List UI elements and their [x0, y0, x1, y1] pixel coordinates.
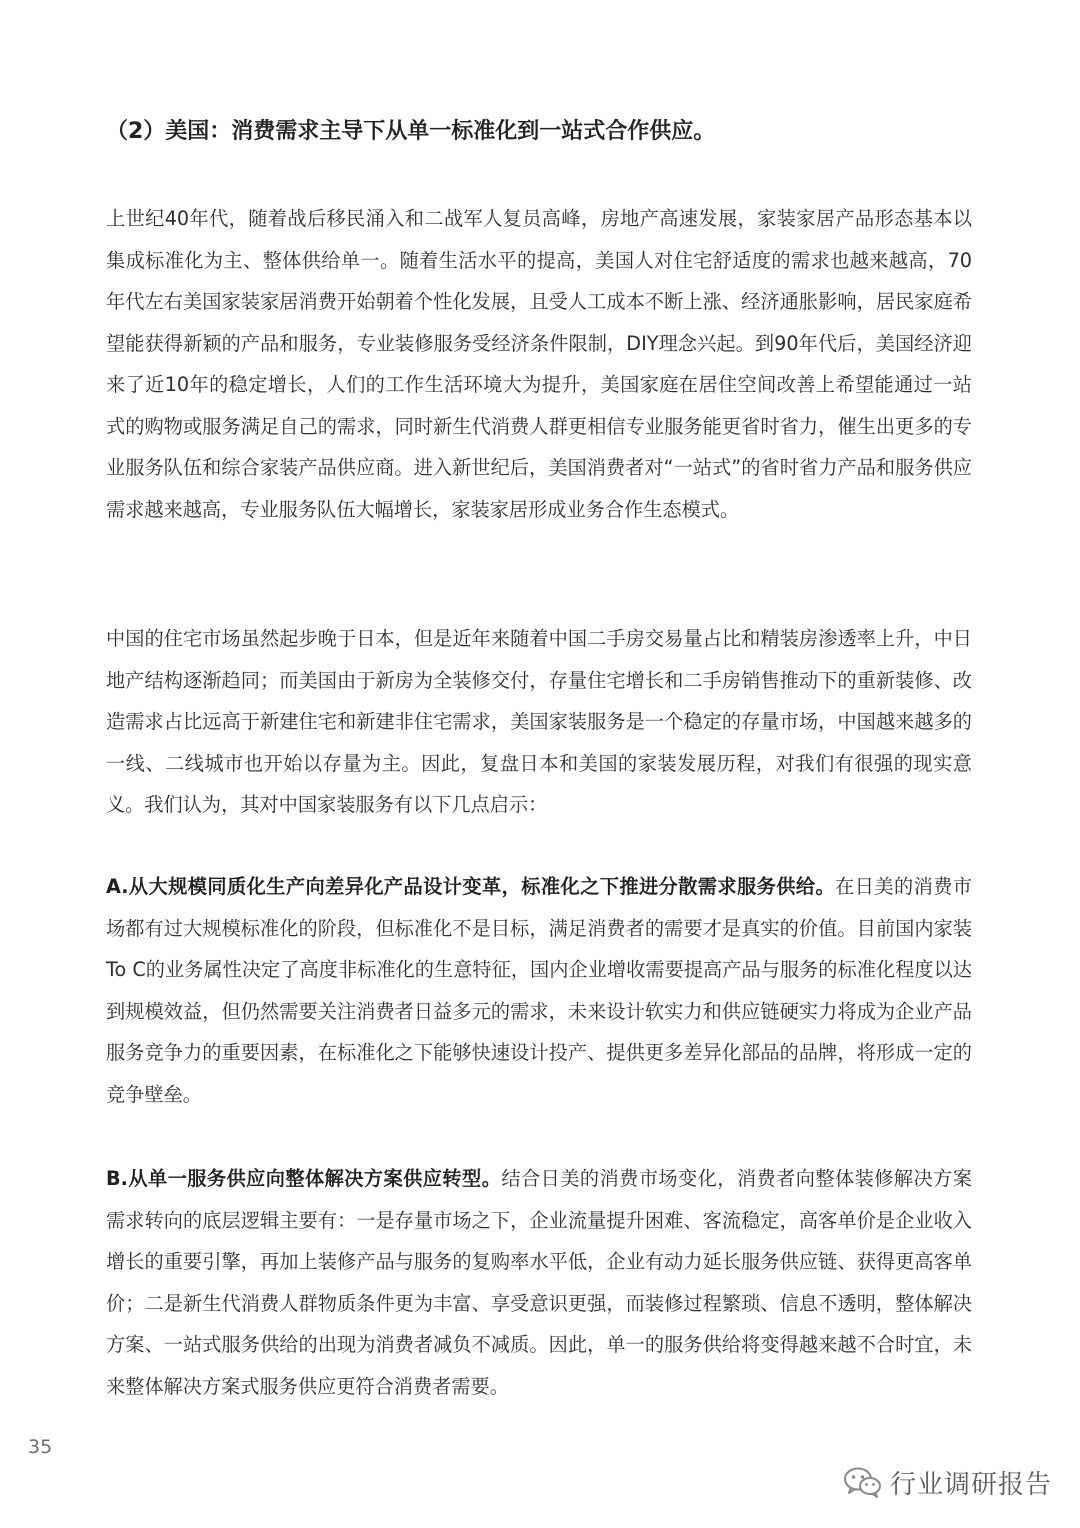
- insight-b-lead: B.从单一服务供应向整体解决方案供应转型。: [106, 1167, 502, 1190]
- page-number: 35: [28, 1436, 53, 1458]
- insight-b-body: 结合日美的消费市场变化，消费者向整体装修解决方案需求转向的底层逻辑主要有：一是存量市场之下，企业流量提升困难、客流稳定，高客单价是企业收入增长的重要引擎，再加上装修产品与服务的复购率水平低，企业有动力延长服务供应链、获得更高客单价；二是新生代消费人群物质条件更为丰富、享受意识更强，而装修过程繁琐、信息不透明，整体解决方案、一站式服务供给的出现为消费者减负不减质。因此，单一的服务供给将变得越来越不合时宜，未来整体解决方案式服务供应更符合消费者需要。: [106, 1167, 972, 1398]
- insight-a-body: 在日美的消费市场都有过大规模标准化的阶段，但标准化不是目标，满足消费者的需要才是真实的价值。目前国内家装To C的业务属性决定了高度非标准化的生意特征，国内企业增收需要提高产品与服务的标准化程度以达到规模效益，但仍然需要关注消费者日益多元的需求，未来设计软实力和供应链硬实力将成为企业产品服务竞争力的重要因素，在标准化之下能够快速设计投产、提供更多差异化部品的品牌，将形成一定的竞争壁垒。: [106, 875, 972, 1106]
- insight-a-lead: A.从大规模同质化生产向差异化产品设计变革，标准化之下推进分散需求服务供给。: [106, 875, 836, 898]
- watermark: [842, 1462, 1052, 1502]
- paragraph-us-history: 上世纪40年代，随着战后移民涌入和二战军人复员高峰，房地产高速发展，家装家居产品形态基本以集成标准化为主、整体供给单一。随着生活水平的提高，美国人对住宅舒适度的需求也越来越高，70年代左右美国家装家居消费开始朝着个性化发展，且受人工成本不断上涨、经济通胀影响，居民家庭希望能获得新颖的产品和服务，专业装修服务受经济条件限制，DIY理念兴起。到90年代后，美国经济迎来了近10年的稳定增长，人们的工作生活环境大为提升，美国家庭在居住空间改善上希望能通过一站式的购物或服务满足自己的需求，同时新生代消费人群更相信专业服务能更省时省力，催生出更多的专业服务队伍和综合家装产品供应商。进入新世纪后，美国消费者对“一站式”的省时省力产品和服务供应需求越来越高，专业服务队伍大幅增长，家装家居形成业务合作生态模式。: [106, 207, 972, 521]
- watermark-text: 行业调研报告: [890, 1469, 1053, 1500]
- paragraph-china-comparison: 中国的住宅市场虽然起步晚于日本，但是近年来随着中国二手房交易量占比和精装房渗透率上升，中日地产结构逐渐趋同；而美国由于新房为全装修交付，存量住宅增长和二手房销售推动下的重新装修、改造需求占比远高于新建住宅和新建非住宅需求，美国家装服务是一个稳定的存量市场，中国越来越多的一线、二线城市也开始以存量为主。因此，复盘日本和美国的家装发展历程，对我们有很强的现实意义。我们认为，其对中国家装服务有以下几点启示：: [106, 627, 972, 816]
- paragraph-insight-a: [106, 866, 972, 1115]
- paragraph-insight-b: [106, 1158, 972, 1407]
- wechat-icon: [842, 1465, 882, 1499]
- section-heading: （2）美国：消费需求主导下从单一标准化到一站式合作供应。: [106, 119, 716, 144]
